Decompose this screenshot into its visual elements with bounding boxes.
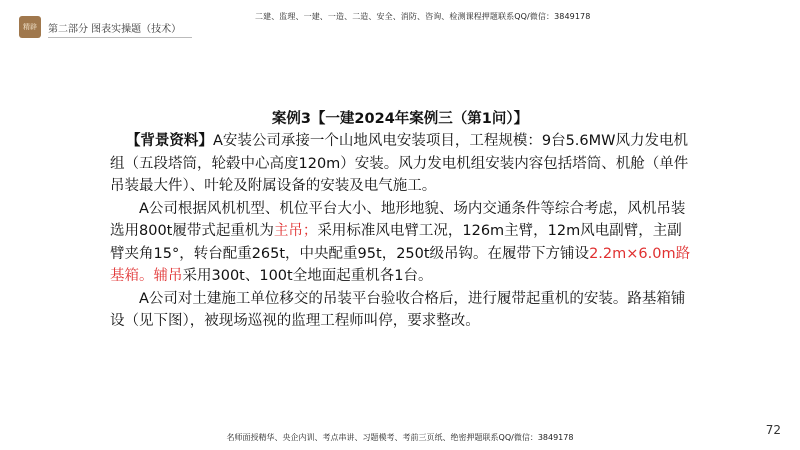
header-contact-text: 二建、监理、一建、一造、二造、安全、消防、咨询、检测课程押题联系QQ/微信：3849178 (255, 12, 591, 21)
section-title: 第二部分 图表实操题（技术） (48, 24, 182, 35)
crane-text-c: 采用300t、100t全地面起重机各1台。 (182, 268, 433, 284)
background-paragraph (110, 130, 695, 198)
header-divider (48, 37, 192, 38)
crane-text-a: A公司根据风机机型、机位平台大小、地形地貌、场内交通条件等综合考虑，风机吊装选用800t履带式起重机为 (110, 200, 686, 239)
footer-contact-text: 名师面授精华、央企内训、考点串讲、习题模考、考前三页纸、绝密押题联系QQ/微信：3849178 (226, 433, 574, 442)
crane-paragraph (110, 198, 695, 288)
background-label: 【背景资料】 (125, 133, 213, 149)
logo: 精辟 (19, 16, 41, 38)
case-title: 案例3【一建2024年案例三（第1问）】 (271, 111, 529, 127)
background-text: A安装公司承接一个山地风电安装项目，工程规模：9台5.6MW风力发电机组（五段塔筒，轮毂中心高度120m）安装。风力发电机组安装内容包括塔筒、机舱（单件吊装最大件）、叶轮及附属设备的安装及电气施工。 (110, 133, 689, 194)
acceptance-paragraph: A公司对土建施工单位移交的吊装平台验收合格后，进行履带起重机的安装。路基箱铺设（见下图），被现场巡视的监理工程师叫停，要求整改。 (110, 290, 686, 329)
page-number: 72 (765, 423, 781, 437)
highlight-roadbed-box: 2.2m×6.0m路基箱。辅吊 (110, 245, 691, 284)
crane-text-b: 采用标准风电臂工况，126m主臂，12m风电副臂，主副臂夹角15°，转台配重265t，中央配重95t，250t级吊钩。在履带下方铺设 (110, 223, 682, 262)
case-body (110, 130, 695, 333)
highlight-main-crane: 主吊； (273, 223, 318, 239)
